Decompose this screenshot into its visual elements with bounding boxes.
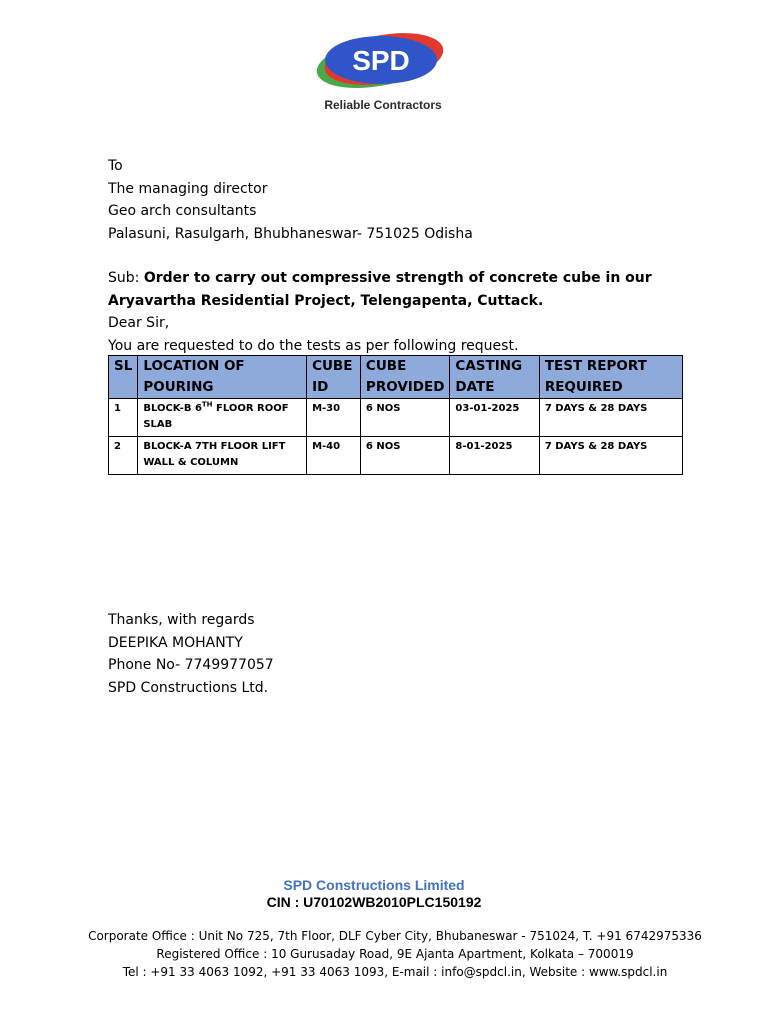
subject-line bbox=[108, 267, 698, 312]
footer-company-name: SPD Constructions Limited bbox=[283, 877, 465, 893]
header-cube-provided: CUBE PROVIDED bbox=[360, 356, 450, 399]
signatory-company: SPD Constructions Ltd. bbox=[108, 679, 269, 696]
cell-provided: 6 NOS bbox=[360, 399, 450, 437]
cell-location: BLOCK-B 6TH FLOOR ROOF SLAB bbox=[138, 399, 307, 437]
table-header-row bbox=[109, 356, 683, 399]
table-row bbox=[109, 399, 683, 437]
letter-body bbox=[108, 155, 698, 357]
header-casting-date: CASTING DATE bbox=[450, 356, 539, 399]
cell-provided: 6 NOS bbox=[360, 437, 450, 475]
cell-casting: 03-01-2025 bbox=[450, 399, 539, 437]
subject-prefix: Sub: bbox=[108, 270, 144, 286]
cell-sl: 2 bbox=[109, 437, 138, 475]
header-cube-id: CUBE ID bbox=[307, 356, 361, 399]
test-request-table bbox=[108, 355, 683, 475]
address-line-3: Palasuni, Rasulgarh, Bhubhaneswar- 751025 Odisha bbox=[108, 225, 473, 242]
address-to: To bbox=[108, 158, 123, 174]
salutation: Dear Sir, bbox=[108, 315, 170, 331]
logo-text: SPD bbox=[352, 45, 410, 76]
address-line-2: Geo arch consultants bbox=[108, 203, 257, 219]
footer-cin: CIN : U70102WB2010PLC150192 bbox=[266, 894, 482, 910]
header-test-report: TEST REPORT REQUIRED bbox=[539, 356, 682, 399]
footer-corporate-office: Corporate Office : Unit No 725, 7th Floor, DLF Cyber City, Bhubaneswar - 751024, T. +91 6742975336 bbox=[88, 929, 702, 943]
header-sl: SL bbox=[109, 356, 138, 399]
header-location: LOCATION OF POURING bbox=[138, 356, 307, 399]
subject-text: Order to carry out compressive strength of concrete cube in our Aryavartha Residential Project, Telengapenta, Cuttack. bbox=[108, 270, 652, 309]
footer-contact: Tel : +91 33 4063 1092, +91 33 4063 1093, E-mail : info@spdcl.in, Website : www.spdcl.in bbox=[122, 965, 668, 979]
table-row bbox=[109, 437, 683, 475]
cell-location: BLOCK-A 7TH FLOOR LIFT WALL & COLUMN bbox=[138, 437, 307, 475]
company-logo bbox=[316, 32, 446, 88]
cell-report: 7 DAYS & 28 DAYS bbox=[539, 437, 682, 475]
cell-casting: 8-01-2025 bbox=[450, 437, 539, 475]
spd-logo-icon bbox=[316, 32, 446, 88]
signatory-phone: Phone No- 7749977057 bbox=[108, 657, 274, 673]
cell-cube-id: M-40 bbox=[307, 437, 361, 475]
cell-sl: 1 bbox=[109, 399, 138, 437]
footer-address-block bbox=[0, 927, 768, 981]
letter-closing bbox=[108, 609, 274, 699]
cell-cube-id: M-30 bbox=[307, 399, 361, 437]
cell-report: 7 DAYS & 28 DAYS bbox=[539, 399, 682, 437]
signatory-name: DEEPIKA MOHANTY bbox=[108, 634, 243, 651]
address-line-1: The managing director bbox=[108, 180, 268, 197]
intro-text: You are requested to do the tests as per following request. bbox=[108, 337, 519, 354]
logo-tagline: Reliable Contractors bbox=[324, 98, 442, 112]
footer-registered-office: Registered Office : 10 Gurusaday Road, 9E Ajanta Apartment, Kolkata – 700019 bbox=[156, 947, 634, 961]
closing-thanks: Thanks, with regards bbox=[108, 612, 255, 628]
